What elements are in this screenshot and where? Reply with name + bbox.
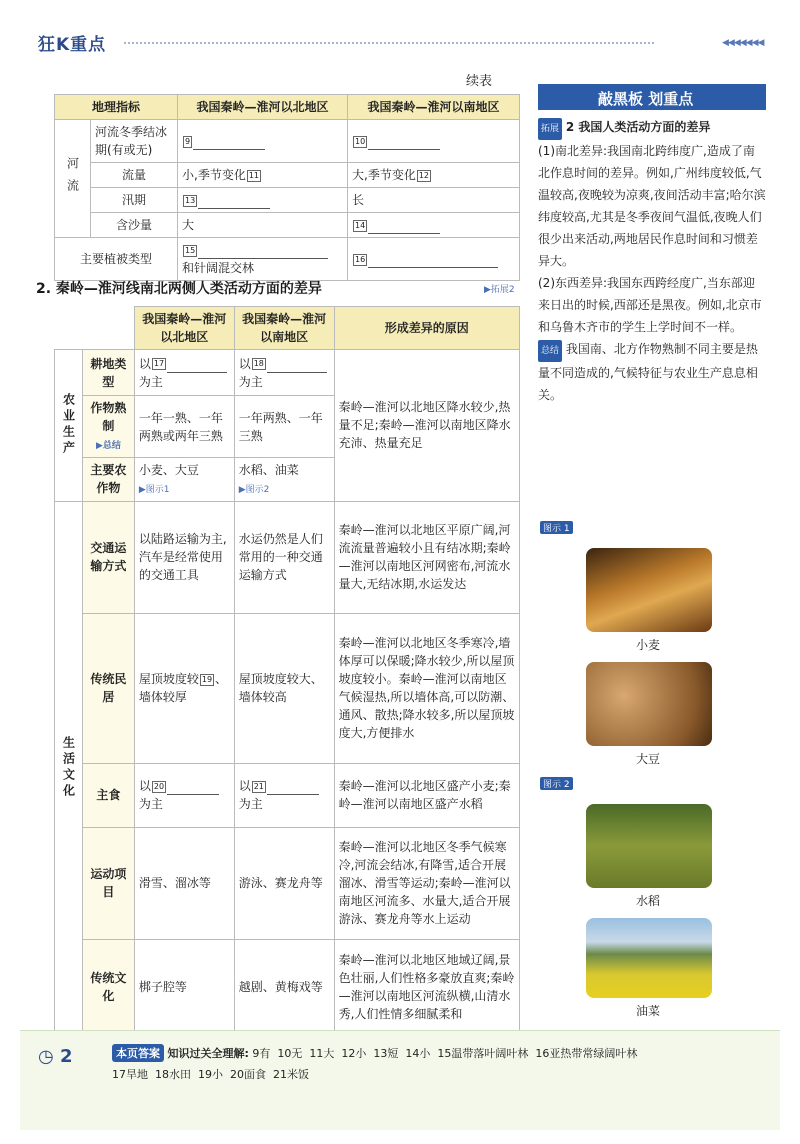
row-label: 主食	[82, 763, 134, 827]
caption: 大豆	[635, 752, 660, 766]
cell: 小,季节变化 11	[178, 163, 348, 188]
col-header: 形成差异的原因	[334, 307, 519, 350]
cell: 15 和针阔混交林	[178, 238, 348, 281]
rice-image	[586, 804, 712, 888]
cell: 以陆路运输为主,汽车是经常使用的交通工具	[134, 501, 234, 613]
row-label: 汛期	[91, 188, 178, 213]
col-header: 我国秦岭—淮河以南地区	[234, 307, 334, 350]
header-divider	[124, 42, 654, 44]
continued-label: 续表	[466, 74, 493, 89]
cell: 屋顶坡度较大、墙体较高	[234, 613, 334, 763]
side-banner: 敲黑板 划重点	[538, 84, 766, 110]
caption: 水稻	[635, 894, 660, 908]
caption: 小麦	[635, 638, 660, 652]
side-panel	[538, 84, 766, 406]
cell: 以 20 为主	[134, 763, 234, 827]
wheat-image	[586, 548, 712, 632]
cell: 10	[348, 120, 520, 163]
row-label: 传统民居	[82, 613, 134, 763]
cell: 以 18 为主	[234, 350, 334, 396]
river-table	[54, 94, 520, 281]
col-header: 我国秦岭—淮河以南地区	[348, 95, 520, 120]
group-label: 河流	[55, 120, 91, 238]
header-arrows: ◀◀◀◀◀◀◀	[722, 38, 764, 48]
cell: 以 21 为主	[234, 763, 334, 827]
rapeseed-image	[586, 918, 712, 998]
cell: 大	[178, 213, 348, 238]
cell: 秦岭—淮河以北地区地域辽阔,景色壮丽,人们性格多豪放直爽;秦岭—淮河以南地区河流纵横,山清水秀,人们性情多细腻柔和	[334, 939, 519, 1035]
row-label: 作物熟制 ▶总结	[82, 396, 134, 458]
cell: 以 17 为主	[134, 350, 234, 396]
cell: 小麦、大豆 ▶图示1	[134, 458, 234, 502]
soybean-image	[586, 662, 712, 746]
row-label: 耕地类型	[82, 350, 134, 396]
extend-tag: ▶拓展2	[484, 285, 515, 295]
col-header: 我国秦岭—淮河以北地区	[178, 95, 348, 120]
row-label: 主要农作物	[82, 458, 134, 502]
cell: 长	[348, 188, 520, 213]
col-header: 地理指标	[55, 95, 178, 120]
answers-line1: 本页答案 知识过关全理解: 9有 10无 11大 12小 13短 14小 15温带落叶阔叶林 16亚热带常绿阔叶林	[112, 1044, 637, 1062]
row-label: 传统文化	[82, 939, 134, 1035]
cell: 秦岭—淮河以北地区平原广阔,河流流量普遍较小且有结冰期;秦岭—淮河以南地区河网密布,河流水量大,无结冰期,水运发达	[334, 501, 519, 613]
cell: 大,季节变化 12	[348, 163, 520, 188]
col-header: 我国秦岭—淮河以北地区	[134, 307, 234, 350]
row-label: 交通运输方式	[82, 501, 134, 613]
row-label: 流量	[91, 163, 178, 188]
cell: 水运仍然是人们常用的一种交通运输方式	[234, 501, 334, 613]
row-label: 运动项目	[82, 827, 134, 939]
cell: 一年一熟、一年两熟或两年三熟	[134, 396, 234, 458]
cell: 秦岭—淮河以北地区冬季气候寒冷,河流会结冰,有降雪,适合开展溜冰、滑雪等运动;秦岭—淮河以南地区河流多、水量大,适合开展游泳、赛龙舟等水上运动	[334, 827, 519, 939]
cell: 9	[178, 120, 348, 163]
cell: 游泳、赛龙舟等	[234, 827, 334, 939]
caption: 油菜	[635, 1004, 660, 1018]
cell: 一年两熟、一年三熟	[234, 396, 334, 458]
cell: 滑雪、溜冰等	[134, 827, 234, 939]
fig2-label: 图示 2	[540, 776, 573, 790]
cell: 秦岭—淮河以北地区降水较少,热量不足;秦岭—淮河以南地区降水充沛、热量充足	[334, 350, 519, 502]
page-number: ◷ 2	[38, 1046, 73, 1067]
cell: 梆子腔等	[134, 939, 234, 1035]
answers-line2: 17旱地 18水田 19小 20面食 21米饭	[112, 1068, 309, 1081]
cell: 14	[348, 213, 520, 238]
brand-logo: 狂K重点	[38, 35, 107, 55]
group-label: 生活文化	[55, 501, 83, 1035]
row-label: 河流冬季结冰期(有或无)	[91, 120, 178, 163]
row-label: 含沙量	[91, 213, 178, 238]
fig1-label: 图示 1	[540, 520, 573, 534]
cell: 13	[178, 188, 348, 213]
activity-table	[54, 306, 520, 1036]
side-summary: 总结 我国南、北方作物熟制不同主要是热量不同造成的,气候特征与农业生产息息相关。	[538, 342, 758, 402]
cell: 秦岭—淮河以北地区盛产小麦;秦岭—淮河以南地区盛产水稻	[334, 763, 519, 827]
cell: 秦岭—淮河以北地区冬季寒冷,墙体厚可以保暖;降水较少,所以屋顶坡度较小。秦岭—淮河以南地区气候湿热,所以墙体高,可以防潮、通风、散热;降水较多,所以屋顶坡度大,方便排水	[334, 613, 519, 763]
section-title: 2. 秦岭—淮河线南北两侧人类活动方面的差异	[36, 281, 322, 297]
ext-heading: 拓展 2 我国人类活动方面的差异	[538, 116, 766, 140]
cell: 水稻、油菜 ▶图示2	[234, 458, 334, 502]
row-label: 主要植被类型	[55, 238, 178, 281]
cell: 越剧、黄梅戏等	[234, 939, 334, 1035]
side-paragraph: (1)南北差异:我国南北跨纬度广,造成了南北作息时间的差异。例如,广州纬度较低,气温较高,夜晚较为凉爽,夜间活动丰富;哈尔滨纬度较高,尤其是冬季夜间气温低,夜晚人们很少出来活动,两地居民作息时间和习惯差异大。	[538, 144, 766, 268]
side-paragraph: (2)东西差异:我国东西跨经度广,当东部迎来日出的时候,西部还是黑夜。例如,北京市和乌鲁木齐市的学生上学时间不一样。	[538, 276, 762, 334]
cell: 屋顶坡度较 19 、墙体较厚	[134, 613, 234, 763]
group-label: 农业生产	[55, 350, 83, 502]
cell: 16	[348, 238, 520, 281]
